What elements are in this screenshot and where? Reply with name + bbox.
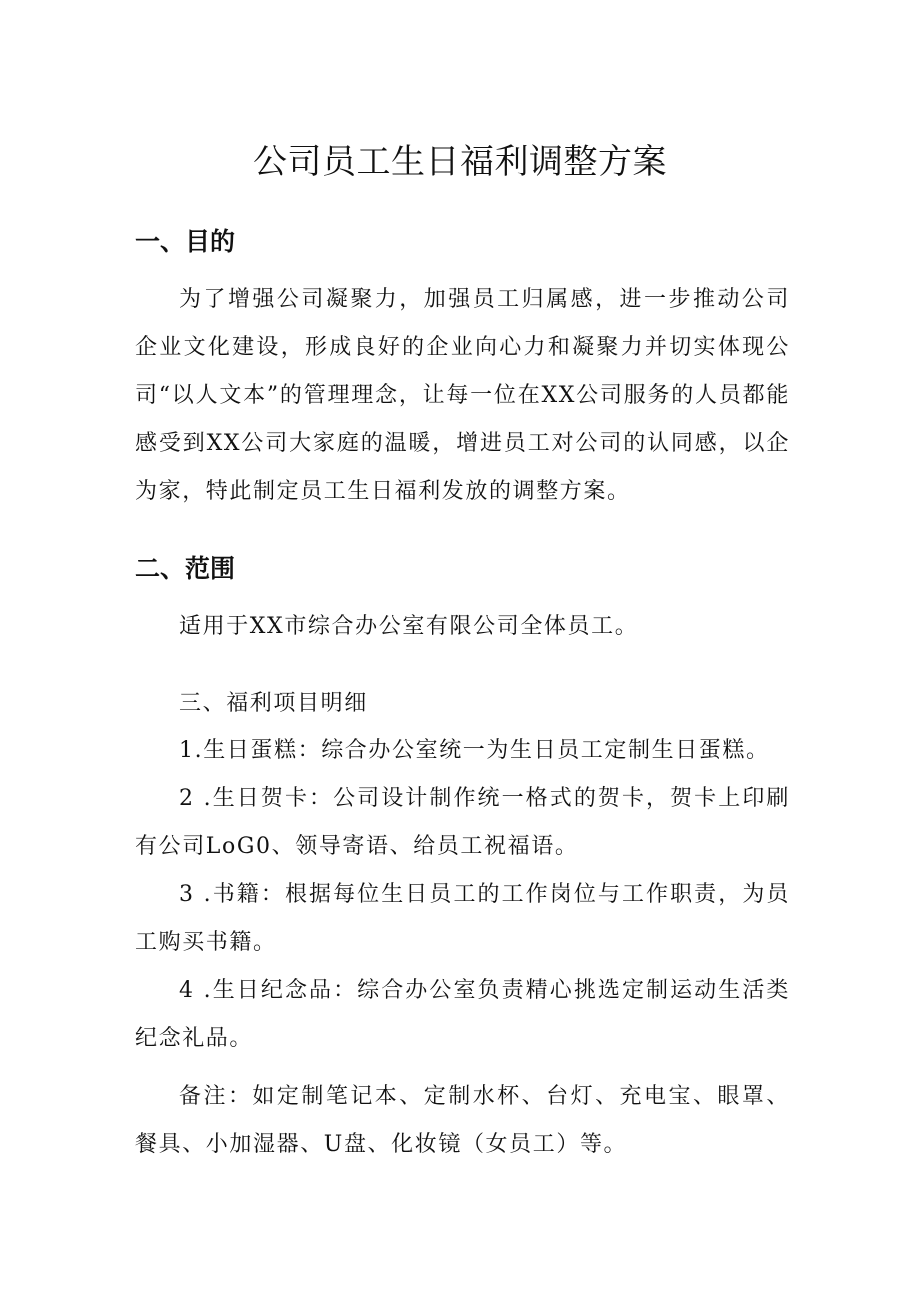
section-paragraph-scope: 适用于XX市综合办公室有限公司全体员工。 [179,614,639,639]
benefit-item-card: 2 .生日贺卡：公司设计制作统一格式的贺卡，贺卡上印刷有公司LoG0、领导寄语、给员工祝福语。 [135,786,790,859]
section-heading-scope: 二、范围 [135,554,236,583]
benefit-item-books: 3 .书籍：根据每位生日员工的工作岗位与工作职责，为员工购买书籍。 [135,882,790,955]
section-paragraph-purpose: 为了增强公司凝聚力，加强员工归属感，进一步推动公司企业文化建设，形成良好的企业向心力和凝聚力并切实体现公司“以人文本”的管理理念，让每一位在XX公司服务的人员都能感受到XX公司大家庭的温暖，增进员工对公司的认同感，以企为家，特此制定员工生日福利发放的调整方案。 [135,287,790,504]
document-title: 公司员工生日福利调整方案 [253,142,667,182]
benefit-note: 备注：如定制笔记本、定制水杯、台灯、充电宝、眼罩、餐具、小加湿器、U盘、化妆镜（女员工）等。 [135,1084,790,1157]
section-heading-purpose: 一、目的 [135,227,236,256]
section-heading-benefits: 三、福利项目明细 [179,691,368,716]
benefit-item-cake: 1.生日蛋糕：综合办公室统一为生日员工定制生日蛋糕。 [179,738,770,763]
benefit-item-souvenir: 4 .生日纪念品：综合办公室负责精心挑选定制运动生活类纪念礼品。 [135,978,790,1051]
